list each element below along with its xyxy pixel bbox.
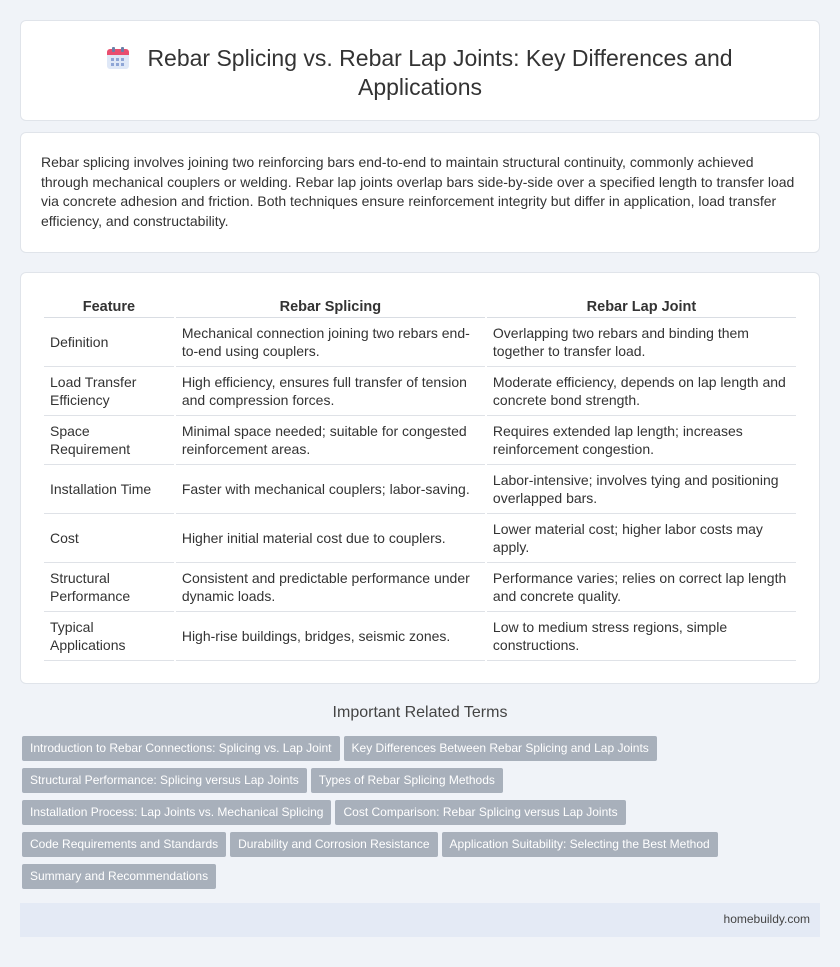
table-row [44,514,796,563]
column-header: Rebar Splicing [176,296,485,318]
splicing-cell: Consistent and predictable performance under dynamic loads. [176,563,485,612]
splicing-cell: Minimal space needed; suitable for congested reinforcement areas. [176,416,485,465]
lap-joint-cell: Moderate efficiency, depends on lap length and concrete bond strength. [487,367,796,416]
related-terms-list [22,736,812,896]
feature-cell: Installation Time [44,465,174,514]
calendar-icon [107,47,129,69]
table-row [44,416,796,465]
related-term-link[interactable]: Summary and Recommendations [22,864,216,889]
comparison-table-card [20,272,820,684]
page-title-text: Rebar Splicing vs. Rebar Lap Joints: Key Differences and Applications [147,45,733,100]
related-term-link[interactable]: Application Suitability: Selecting the Best Method [442,832,718,857]
related-term-link[interactable]: Types of Rebar Splicing Methods [311,768,503,793]
feature-cell: Definition [44,318,174,367]
footer [20,903,820,937]
related-term-link[interactable]: Structural Performance: Splicing versus Lap Joints [22,768,307,793]
splicing-cell: High-rise buildings, bridges, seismic zones. [176,612,485,661]
table-row [44,367,796,416]
feature-cell: Structural Performance [44,563,174,612]
lap-joint-cell: Low to medium stress regions, simple constructions. [487,612,796,661]
lap-joint-cell: Lower material cost; higher labor costs may apply. [487,514,796,563]
related-term-link[interactable]: Durability and Corrosion Resistance [230,832,437,857]
lap-joint-cell: Requires extended lap length; increases reinforcement congestion. [487,416,796,465]
table-row [44,318,796,367]
splicing-cell: Mechanical connection joining two rebars end-to-end using couplers. [176,318,485,367]
table-header-row [44,296,796,318]
related-term-link[interactable]: Key Differences Between Rebar Splicing and Lap Joints [344,736,657,761]
lap-joint-cell: Performance varies; relies on correct lap length and concrete quality. [487,563,796,612]
column-header: Rebar Lap Joint [487,296,796,318]
lap-joint-cell: Overlapping two rebars and binding them together to transfer load. [487,318,796,367]
splicing-cell: High efficiency, ensures full transfer of tension and compression forces. [176,367,485,416]
feature-cell: Space Requirement [44,416,174,465]
intro-paragraph: Rebar splicing involves joining two reinforcing bars end-to-end to maintain structural continuity, commonly achieved through mechanical couplers or welding. Rebar lap joints overlap bars side-by-side over a specified length to transfer load via concrete adhesion and friction. Both techniques ensure reinforcement integrity but differ in application, load transfer efficiency, and constructability. [41,154,795,229]
feature-cell: Typical Applications [44,612,174,661]
page-title [81,44,759,102]
feature-cell: Load Transfer Efficiency [44,367,174,416]
related-terms-title: Important Related Terms [332,704,508,721]
related-term-link[interactable]: Introduction to Rebar Connections: Splicing vs. Lap Joint [22,736,340,761]
splicing-cell: Higher initial material cost due to couplers. [176,514,485,563]
lap-joint-cell: Labor-intensive; involves tying and positioning overlapped bars. [487,465,796,514]
related-term-link[interactable]: Cost Comparison: Rebar Splicing versus Lap Joints [335,800,625,825]
table-row [44,612,796,661]
footer-site-name: homebuildy.com [723,912,810,926]
comparison-table [42,296,798,661]
related-term-link[interactable]: Code Requirements and Standards [22,832,226,857]
intro-card [20,132,820,253]
feature-cell: Cost [44,514,174,563]
splicing-cell: Faster with mechanical couplers; labor-saving. [176,465,485,514]
table-row [44,563,796,612]
column-header: Feature [44,296,174,318]
table-row [44,465,796,514]
related-term-link[interactable]: Installation Process: Lap Joints vs. Mechanical Splicing [22,800,331,825]
title-card [20,20,820,121]
